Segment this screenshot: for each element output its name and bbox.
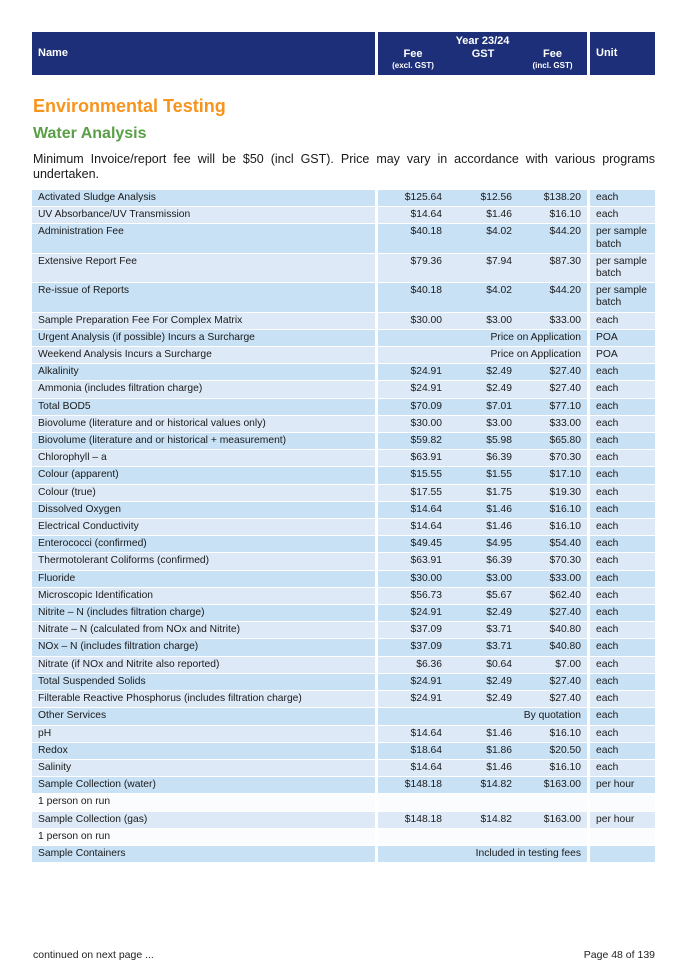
note-cell: 1 person on run (32, 794, 378, 811)
fee-incl: $62.40 (518, 588, 590, 605)
service-name: Nitrite – N (includes filtration charge) (32, 605, 378, 622)
service-name: Nitrate – N (calculated from NOx and Nitrite) (32, 622, 378, 639)
gst-amount: $3.00 (448, 571, 518, 588)
table-row (32, 519, 655, 536)
table-row (32, 674, 655, 691)
table-row (32, 485, 655, 502)
fee-incl: $70.30 (518, 450, 590, 467)
service-name: Colour (true) (32, 485, 378, 502)
fee-excl: $37.09 (378, 639, 448, 656)
fee-excl: $14.64 (378, 519, 448, 536)
fee-excl: $30.00 (378, 416, 448, 433)
fee-incl: $16.10 (518, 760, 590, 777)
gst-amount: $3.71 (448, 639, 518, 656)
service-name: Redox (32, 743, 378, 760)
gst-amount: $1.46 (448, 519, 518, 536)
table-row (32, 605, 655, 622)
header-fee-excl-label: Fee (403, 48, 423, 60)
unit: each (590, 467, 655, 484)
fee-excl: $24.91 (378, 605, 448, 622)
table-row (32, 691, 655, 708)
service-name: pH (32, 726, 378, 743)
table-row (32, 571, 655, 588)
service-name: Filterable Reactive Phosphorus (includes filtration charge) (32, 691, 378, 708)
gst-amount: $14.82 (448, 777, 518, 794)
service-name: NOx – N (includes filtration charge) (32, 639, 378, 656)
table-row (32, 760, 655, 777)
table-row (32, 433, 655, 450)
gst-amount: $1.46 (448, 760, 518, 777)
table-row (32, 416, 655, 433)
empty-cell (378, 794, 590, 811)
service-name: Salinity (32, 760, 378, 777)
gst-amount: $1.46 (448, 726, 518, 743)
fee-excl: $40.18 (378, 224, 448, 253)
fee-excl: $125.64 (378, 190, 448, 207)
unit: each (590, 536, 655, 553)
service-name: Biovolume (literature and or historical + measurement) (32, 433, 378, 450)
fee-excl: $148.18 (378, 812, 448, 829)
gst-amount: $2.49 (448, 674, 518, 691)
empty-cell (590, 794, 655, 811)
fee-incl: $7.00 (518, 657, 590, 674)
fee-excl: $14.64 (378, 726, 448, 743)
continued-note: continued on next page ... (33, 949, 154, 961)
fee-excl: $24.91 (378, 674, 448, 691)
fee-incl: $54.40 (518, 536, 590, 553)
fee-incl: $163.00 (518, 812, 590, 829)
unit: each (590, 502, 655, 519)
table-row (32, 502, 655, 519)
gst-amount: $1.46 (448, 502, 518, 519)
fee-incl: $19.30 (518, 485, 590, 502)
fee-excl: $14.64 (378, 502, 448, 519)
gst-amount: $3.00 (448, 313, 518, 330)
price-table-header (32, 32, 655, 75)
service-name: Extensive Report Fee (32, 254, 378, 283)
page-number: Page 48 of 139 (583, 949, 655, 961)
unit: each (590, 708, 655, 725)
fee-incl: $33.00 (518, 416, 590, 433)
gst-amount: $6.39 (448, 450, 518, 467)
unit (590, 846, 655, 863)
unit: each (590, 743, 655, 760)
fee-excl: $15.55 (378, 467, 448, 484)
service-name: Other Services (32, 708, 378, 725)
intro-paragraph: Minimum Invoice/report fee will be $50 (incl GST). Price may vary in accordance with various programs undertaken. (33, 152, 655, 181)
unit: each (590, 364, 655, 381)
unit: POA (590, 347, 655, 364)
unit: each (590, 605, 655, 622)
gst-amount: $3.00 (448, 416, 518, 433)
service-name: Chlorophyll – a (32, 450, 378, 467)
fee-excl: $148.18 (378, 777, 448, 794)
gst-amount: $6.39 (448, 553, 518, 570)
table-row (32, 347, 655, 364)
table-row (32, 224, 655, 253)
service-name: Alkalinity (32, 364, 378, 381)
unit: each (590, 553, 655, 570)
table-row (32, 207, 655, 224)
fee-incl: $27.40 (518, 674, 590, 691)
gst-amount: $4.02 (448, 224, 518, 253)
service-name: Total BOD5 (32, 399, 378, 416)
header-name-cell (32, 32, 375, 75)
fee-excl: $49.45 (378, 536, 448, 553)
gst-amount: $7.01 (448, 399, 518, 416)
header-fee-excl-note: (excl. GST) (392, 61, 434, 70)
table-row (32, 364, 655, 381)
table-row (32, 450, 655, 467)
gst-amount: $1.75 (448, 485, 518, 502)
gst-amount: $2.49 (448, 691, 518, 708)
fee-incl: $33.00 (518, 571, 590, 588)
service-name: Re-issue of Reports (32, 283, 378, 312)
price-span: Price on Application (378, 347, 590, 364)
service-name: Biovolume (literature and or historical values only) (32, 416, 378, 433)
unit: per sample batch (590, 254, 655, 283)
fee-excl: $24.91 (378, 381, 448, 398)
unit: each (590, 399, 655, 416)
fee-incl: $138.20 (518, 190, 590, 207)
unit: each (590, 433, 655, 450)
unit: each (590, 571, 655, 588)
unit: each (590, 313, 655, 330)
unit: per hour (590, 812, 655, 829)
service-name: Sample Collection (gas) (32, 812, 378, 829)
fee-incl: $44.20 (518, 224, 590, 253)
gst-amount: $1.55 (448, 467, 518, 484)
table-row (32, 381, 655, 398)
table-row (32, 190, 655, 207)
header-gst (448, 48, 518, 60)
fee-excl: $24.91 (378, 691, 448, 708)
gst-amount: $0.64 (448, 657, 518, 674)
fee-excl: $70.09 (378, 399, 448, 416)
service-name: Administration Fee (32, 224, 378, 253)
unit: each (590, 381, 655, 398)
table-row (32, 588, 655, 605)
empty-cell (378, 829, 590, 846)
unit: each (590, 657, 655, 674)
table-row (32, 536, 655, 553)
service-name: Sample Preparation Fee For Complex Matrix (32, 313, 378, 330)
gst-amount: $2.49 (448, 605, 518, 622)
gst-amount: $5.67 (448, 588, 518, 605)
unit: each (590, 450, 655, 467)
unit: per sample batch (590, 283, 655, 312)
service-name: Total Suspended Solids (32, 674, 378, 691)
table-row (32, 467, 655, 484)
fee-incl: $163.00 (518, 777, 590, 794)
price-span: By quotation (378, 708, 590, 725)
table-row (32, 657, 655, 674)
service-name: Nitrate (if NOx and Nitrite also reported) (32, 657, 378, 674)
fee-excl: $79.36 (378, 254, 448, 283)
table-row (32, 743, 655, 760)
table-row (32, 639, 655, 656)
service-name: Urgent Analysis (if possible) Incurs a Surcharge (32, 330, 378, 347)
unit: per hour (590, 777, 655, 794)
header-year-cell (378, 32, 587, 75)
header-unit-cell (590, 32, 655, 75)
gst-amount: $2.49 (448, 381, 518, 398)
unit: each (590, 639, 655, 656)
unit: each (590, 190, 655, 207)
table-row (32, 330, 655, 347)
table-row (32, 812, 655, 829)
unit: each (590, 726, 655, 743)
header-unit: Unit (596, 47, 618, 59)
table-row (32, 254, 655, 283)
unit: each (590, 674, 655, 691)
gst-amount: $4.95 (448, 536, 518, 553)
fee-incl: $33.00 (518, 313, 590, 330)
empty-cell (590, 829, 655, 846)
fee-incl: $27.40 (518, 364, 590, 381)
header-name: Name (38, 47, 68, 59)
price-span: Price on Application (378, 330, 590, 347)
fee-excl: $17.55 (378, 485, 448, 502)
service-name: Ammonia (includes filtration charge) (32, 381, 378, 398)
fee-incl: $87.30 (518, 254, 590, 283)
subsection-title: Water Analysis (33, 125, 147, 142)
header-fee-incl-label: Fee (543, 48, 562, 60)
fee-excl: $63.91 (378, 450, 448, 467)
gst-amount: $14.82 (448, 812, 518, 829)
gst-amount: $5.98 (448, 433, 518, 450)
unit: per sample batch (590, 224, 655, 253)
fee-excl: $37.09 (378, 622, 448, 639)
gst-amount: $7.94 (448, 254, 518, 283)
fee-incl: $27.40 (518, 691, 590, 708)
fee-incl: $40.80 (518, 639, 590, 656)
unit: each (590, 588, 655, 605)
table-note-row (32, 829, 655, 846)
table-row (32, 283, 655, 312)
fee-excl: $14.64 (378, 207, 448, 224)
table-row (32, 553, 655, 570)
fee-excl: $63.91 (378, 553, 448, 570)
service-name: Weekend Analysis Incurs a Surcharge (32, 347, 378, 364)
fee-incl: $16.10 (518, 207, 590, 224)
unit: each (590, 416, 655, 433)
fee-incl: $27.40 (518, 605, 590, 622)
price-table-body (32, 190, 655, 863)
service-name: Microscopic Identification (32, 588, 378, 605)
fee-excl: $6.36 (378, 657, 448, 674)
fee-excl: $56.73 (378, 588, 448, 605)
fee-incl: $16.10 (518, 519, 590, 536)
fee-incl: $17.10 (518, 467, 590, 484)
price-table (32, 190, 655, 863)
fee-incl: $16.10 (518, 502, 590, 519)
table-row (32, 622, 655, 639)
unit: each (590, 760, 655, 777)
gst-amount: $12.56 (448, 190, 518, 207)
unit: each (590, 485, 655, 502)
section-title: Environmental Testing (33, 96, 226, 116)
fee-excl: $30.00 (378, 571, 448, 588)
table-row (32, 846, 655, 863)
header-year: Year 23/24 (455, 35, 510, 47)
service-name: Colour (apparent) (32, 467, 378, 484)
service-name: Thermotolerant Coliforms (confirmed) (32, 553, 378, 570)
fee-excl: $18.64 (378, 743, 448, 760)
header-fee-excl (378, 48, 448, 72)
table-row (32, 726, 655, 743)
fee-incl: $44.20 (518, 283, 590, 312)
service-name: UV Absorbance/UV Transmission (32, 207, 378, 224)
price-span: Included in testing fees (378, 846, 590, 863)
service-name: Enterococci (confirmed) (32, 536, 378, 553)
gst-amount: $1.46 (448, 207, 518, 224)
fee-excl: $30.00 (378, 313, 448, 330)
service-name: Electrical Conductivity (32, 519, 378, 536)
gst-amount: $3.71 (448, 622, 518, 639)
header-gst-label: GST (471, 48, 495, 60)
unit: each (590, 622, 655, 639)
fee-excl: $59.82 (378, 433, 448, 450)
gst-amount: $1.86 (448, 743, 518, 760)
fee-incl: $65.80 (518, 433, 590, 450)
unit: POA (590, 330, 655, 347)
service-name: Sample Containers (32, 846, 378, 863)
fee-excl: $40.18 (378, 283, 448, 312)
fee-incl: $77.10 (518, 399, 590, 416)
service-name: Activated Sludge Analysis (32, 190, 378, 207)
service-name: Fluoride (32, 571, 378, 588)
fee-incl: $16.10 (518, 726, 590, 743)
note-cell: 1 person on run (32, 829, 378, 846)
table-note-row (32, 794, 655, 811)
table-row (32, 399, 655, 416)
fee-excl: $14.64 (378, 760, 448, 777)
service-name: Dissolved Oxygen (32, 502, 378, 519)
header-fee-incl-note: (incl. GST) (532, 61, 573, 70)
service-name: Sample Collection (water) (32, 777, 378, 794)
unit: each (590, 691, 655, 708)
fee-incl: $20.50 (518, 743, 590, 760)
gst-amount: $4.02 (448, 283, 518, 312)
unit: each (590, 207, 655, 224)
unit: each (590, 519, 655, 536)
fee-incl: $70.30 (518, 553, 590, 570)
fee-excl: $24.91 (378, 364, 448, 381)
header-fee-incl (518, 48, 587, 72)
table-row (32, 708, 655, 725)
table-row (32, 313, 655, 330)
table-row (32, 777, 655, 794)
fee-incl: $40.80 (518, 622, 590, 639)
gst-amount: $2.49 (448, 364, 518, 381)
fee-incl: $27.40 (518, 381, 590, 398)
